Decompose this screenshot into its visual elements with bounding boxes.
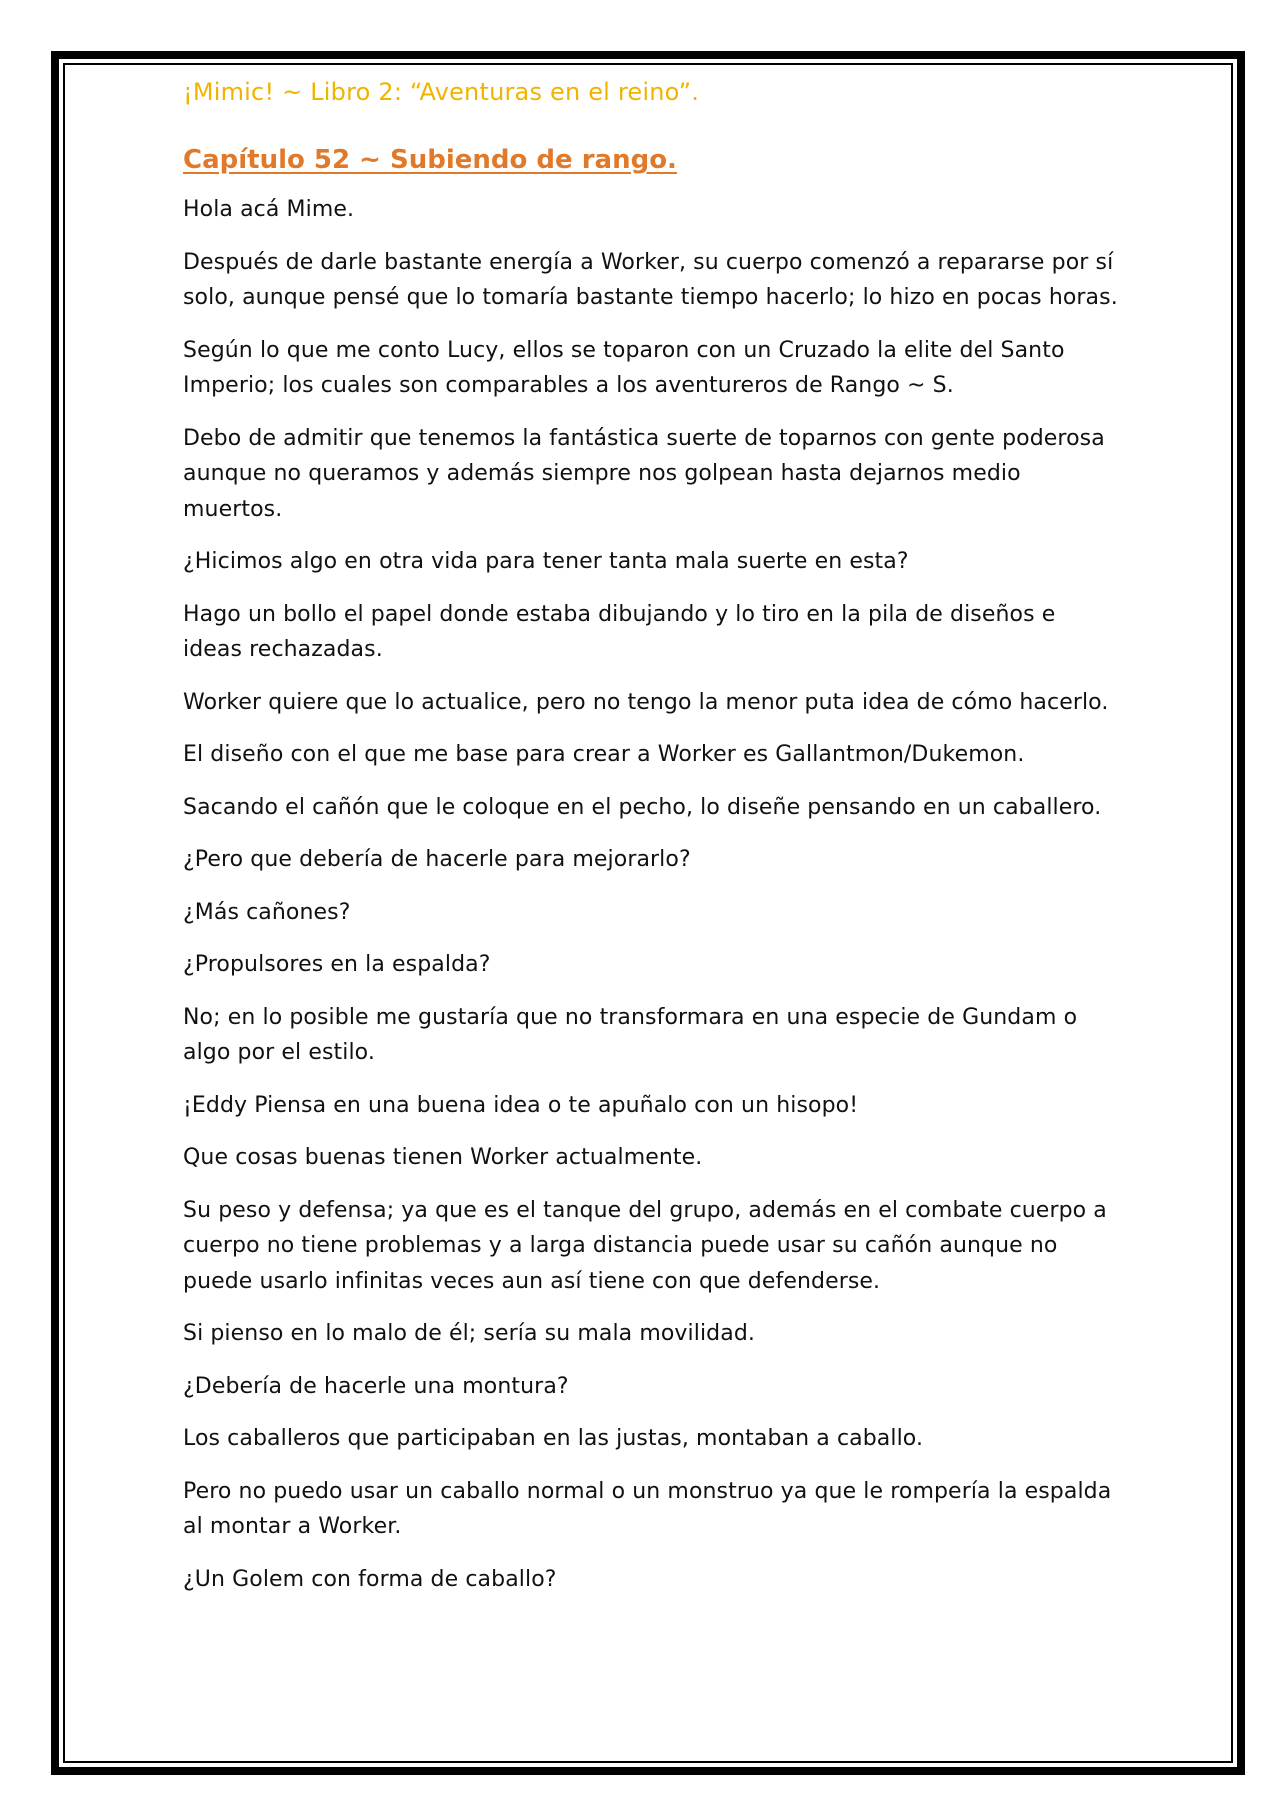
paragraph: Sacando el cañón que le coloque en el pecho, lo diseñe pensando en un caballero. (183, 794, 1102, 820)
paragraph: ¡Eddy Piensa en una buena idea o te apuñalo con un hisopo! (183, 1092, 859, 1118)
paragraph: Hola acá Mime. (183, 197, 355, 222)
paragraph: ¿Un Golem con forma de caballo? (183, 1566, 557, 1592)
paragraph: Pero no puedo usar un caballo normal o un monstruo ya que le rompería la espalda al montar a Worker. (183, 1478, 1112, 1539)
paragraph: Hago un bollo el papel donde estaba dibujando y lo tiro en la pila de diseños e ideas rechazadas. (183, 601, 1056, 662)
paragraph: El diseño con el que me base para crear a Worker es Gallantmon/Dukemon. (183, 742, 1025, 767)
page-content (183, 72, 1118, 1614)
paragraph: ¿Propulsores en la espalda? (183, 952, 491, 977)
paragraph: ¿Hicimos algo en otra vida para tener tanta mala suerte en esta? (183, 549, 909, 574)
paragraph: Que cosas buenas tienen Worker actualmente. (183, 1145, 703, 1170)
paragraph: Worker quiere que lo actualice, pero no tengo la menor puta idea de cómo hacerlo. (183, 689, 1109, 715)
paragraph: No; en lo posible me gustaría que no transformara en una especie de Gundam o algo por el estilo. (183, 1004, 1078, 1065)
paragraph: Después de darle bastante energía a Worker, su cuerpo comenzó a repararse por sí solo, aunque pensé que lo tomaría bastante tiempo hacerlo; lo hizo en pocas horas. (183, 249, 1118, 310)
paragraph: Si pienso en lo malo de él; sería su mala movilidad. (183, 1321, 755, 1346)
paragraph: ¿Pero que debería de hacerle para mejorarlo? (183, 847, 691, 872)
paragraph: Su peso y defensa; ya que es el tanque del grupo, además en el combate cuerpo a cuerpo no tiene problemas y a larga distancia puede usar su cañón aunque no puede usarlo infinitas veces aun así tiene con que defenderse. (183, 1197, 1107, 1294)
paragraph: Los caballeros que participaban en las justas, montaban a caballo. (183, 1426, 924, 1451)
paragraph: Según lo que me conto Lucy, ellos se toparon con un Cruzado la elite del Santo Imperio; los cuales son comparables a los aventureros de Rango ~ S. (183, 337, 1065, 398)
paragraph: Debo de admitir que tenemos la fantástica suerte de toparnos con gente poderosa aunque no queramos y además siempre nos golpean hasta dejarnos medio muertos. (183, 425, 1105, 522)
running-header: ¡Mimic! ~ Libro 2: “Aventuras en el reino”. (183, 78, 700, 106)
paragraph: ¿Debería de hacerle una montura? (183, 1373, 569, 1399)
paragraph: ¿Más cañones? (183, 899, 351, 925)
chapter-title: Capítulo 52 ~ Subiendo de rango. (183, 145, 677, 175)
